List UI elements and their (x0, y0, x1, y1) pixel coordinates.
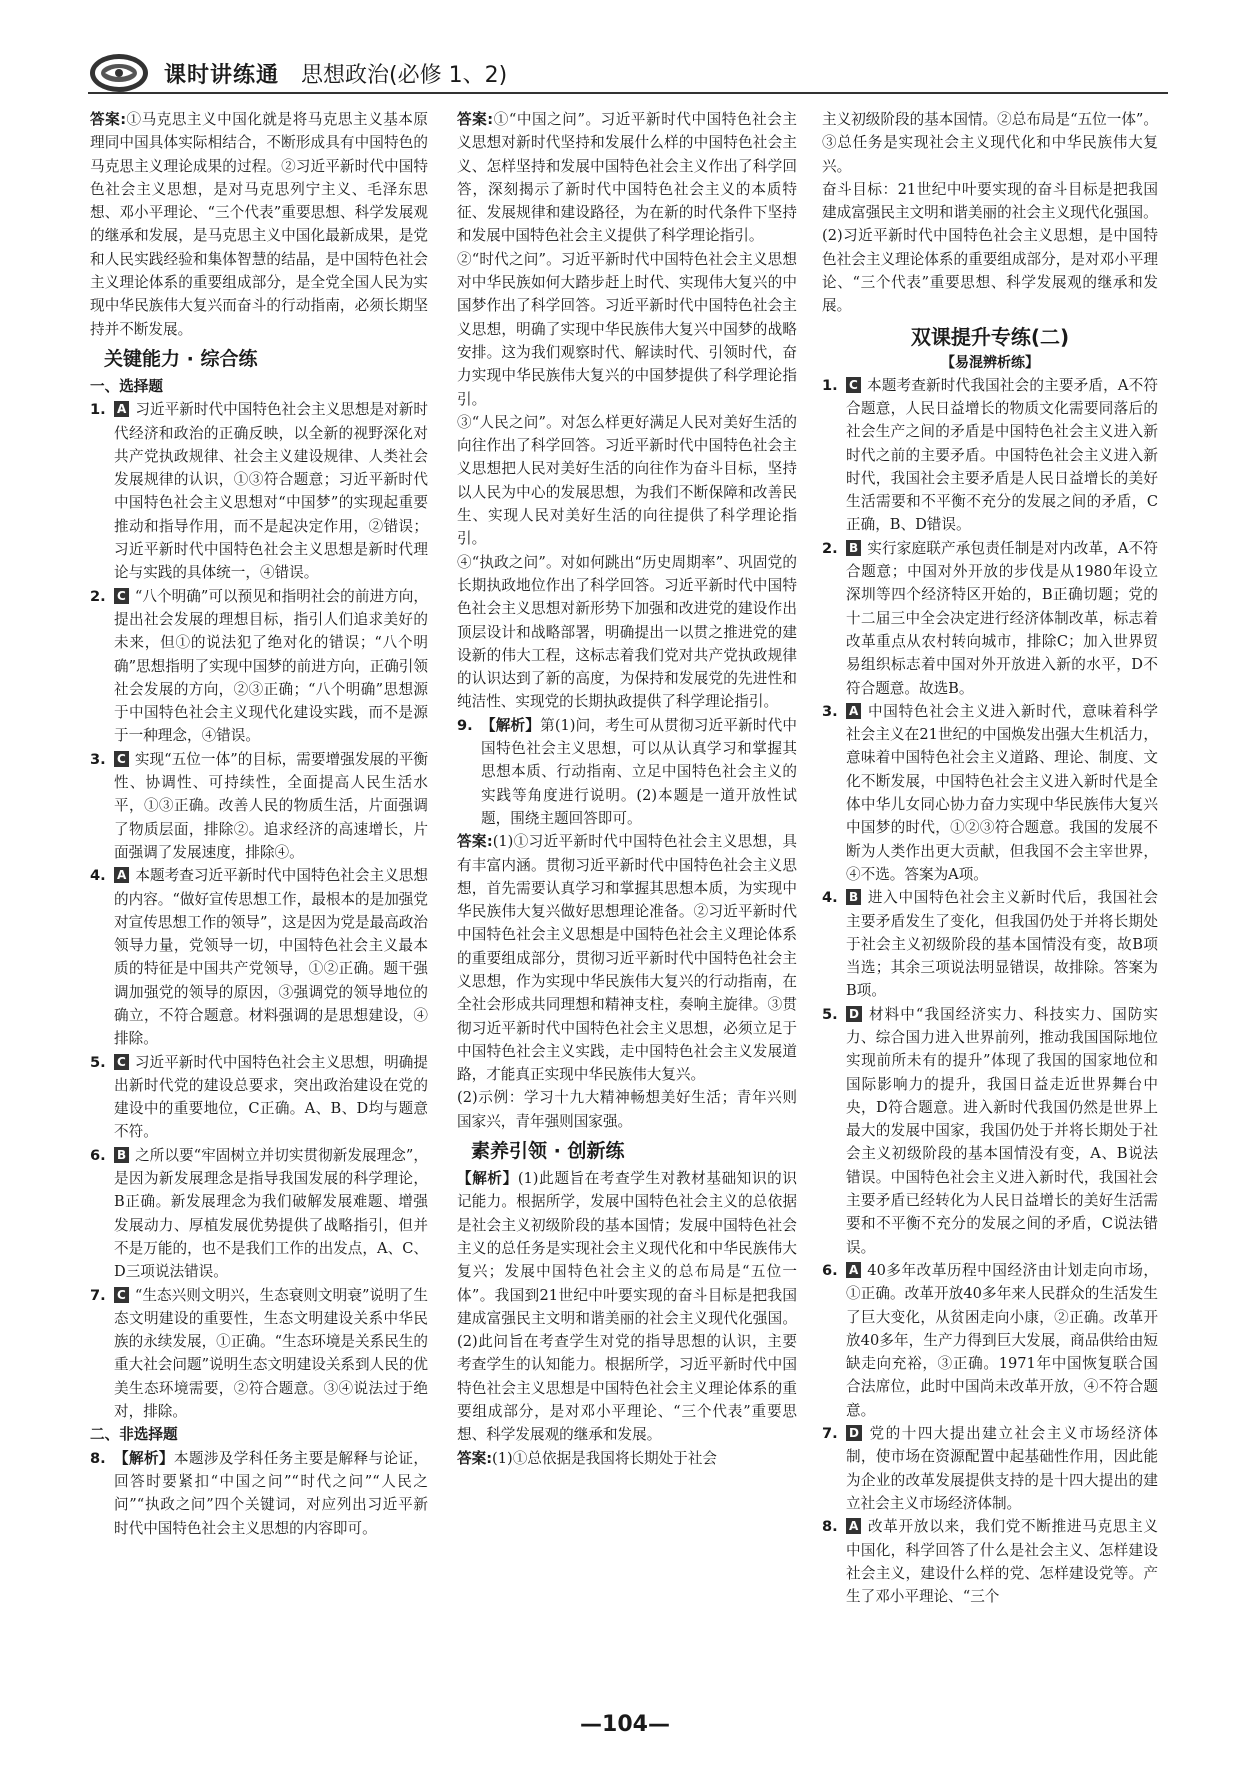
answer-badge: D (846, 1425, 862, 1441)
answer-badge: A (846, 703, 861, 719)
question-list (822, 374, 1158, 1609)
question-list (90, 398, 428, 1423)
answer-badge: B (114, 1147, 129, 1163)
column-right (822, 108, 1158, 1608)
question-item: 5. C 习近平新时代中国特色社会主义思想，明确提出新时代党的建设总要求，突出政治建设在党的建设中的重要地位，C正确。A、B、D均与题意不符。 (90, 1053, 428, 1141)
answer-paragraph: (2)习近平新时代中国特色社会主义思想，是中国特色社会主义理论体系的重要组成部分，是对邓小平理论、“三个代表”重要思想、科学发展观的继承和发展。 (822, 227, 1158, 315)
section-title-double-course: 双课提升专练(二) (910, 324, 1070, 349)
answer-badge: A (114, 867, 129, 883)
question-item-8: 8. 【解析】本题涉及学科任务主要是解释与论证，回答时要紧扣“中国之问”“时代之问”“人民之问”“执政之问”四个关键词，对应列出习近平新时代中国特色社会主义思想的内容即可。 (90, 1449, 428, 1537)
answer-badge: A (846, 1262, 861, 1278)
answer-paragraph: ③“人民之问”。对怎么样更好满足人民对美好生活的向往作出了科学回答。习近平新时代中国特色社会主义思想把人民对美好生活的向往作为奋斗目标，坚持以人民为中心的发展思想，为我们不断保障和改善民生、实现人民对美好生活的向往提供了科学理论指引。 (457, 413, 797, 548)
answer-text: ①马克思主义中国化就是将马克思主义基本原理同中国具体实际相结合，不断形成具有中国特色的马克思主义理论成果的过程。②习近平新时代中国特色社会主义思想，是对马克思列宁主义、毛泽东思想、邓小平理论、“三个代表”重要思想、科学发展观的继承和发展，是马克思主义中国化最新成果，是党和人民实践经验和集体智慧的结晶，是中国特色社会主义理论体系的重要组成部分，是全党全国人民为实现中华民族伟大复兴而奋斗的行动指南，必须长期坚持并不断发展。 (90, 111, 428, 338)
question-item: 2. B 实行家庭联产承包责任制是对内改革，A不符合题意；中国对外开放的步伐是从1980年设立深圳等四个经济特区开始的，B正确切题；党的十二届三中全会决定进行经济体制改革，标志着改革重点从农村转向城市，排除C；加入世界贸易组织标志着中国对外开放进入新的水平，D不符合题意。故选B。 (822, 539, 1158, 697)
question-item: 4. A 本题考查习近平新时代中国特色社会主义思想的内容。“做好宣传思想工作，最根本的是加强党对宣传思想工作的领导”，这是因为党是最高政治领导力量，党领导一切，中国特色社会主义最本质的特征是中国共产党领导，①②正确。题干强调加强党的领导的原因，③强调党的领导地位的确立，不符合题意。材料强调的是思想建设，④排除。 (90, 867, 428, 1048)
answer-badge: C (114, 1287, 129, 1303)
analysis-paragraph: 【解析】(1)此题旨在考查学生对教材基础知识的识记能力。根据所学，发展中国特色社会主义的总依据是社会主义初级阶段的基本国情；发展中国特色社会主义的总任务是实现社会主义现代化和中华民族伟大复兴；发展中国特色社会主义的总布局是“五位一体”。我国到21世纪中叶要实现的奋斗目标是把我国建成富强民主文明和谐美丽的社会主义现代化强国。(2)此问旨在考查学生对党的指导思想的认识，主要考查学生的认知能力。根据所学，习近平新时代中国特色社会主义思想是中国特色社会主义理论体系的重要组成部分，是对邓小平理论、“三个代表”重要思想、科学发展观的继承和发展。 (457, 1170, 797, 1444)
question-item: 6. A 40多年改革历程中国经济由计划走向市场，①正确。改革开放40多年来人民群众的生活发生了巨大变化，从贫困走向小康，②正确。改革开放40多年，生产力得到巨大发展，商品供给由短缺走向充裕，③正确。1971年中国恢复联合国合法席位，此时中国尚未改革开放，④不符合题意。 (822, 1261, 1158, 1419)
answer-badge: C (114, 751, 129, 767)
answer-badge: C (114, 1054, 129, 1070)
column-middle (457, 108, 797, 1470)
subject-title: 思想政治(必修 1、2) (301, 62, 508, 88)
heading-non-multiple-choice: 二、非选择题 (90, 1426, 178, 1444)
answer-paragraph: 答案:(1)①总依据是我国将长期处于社会 (457, 1449, 718, 1467)
question-item: 3. C 实现“五位一体”的目标，需要增强发展的平衡性、协调性、可持续性，全面提高人民生活水平，①③正确。改善人民的物质生活，片面强调了物质层面，排除②。追求经济的高速增长，片面强调了发展速度，排除④。 (90, 750, 428, 861)
question-item: 2. C “八个明确”可以预见和指明社会的前进方向，提出社会发展的理想目标，指引人们追求美好的未来，但①的说法犯了绝对化的错误；“八个明确”思想指明了实现中国梦的前进方向，正确引领社会发展的方向，②③正确；“八个明确”思想源于中国特色社会主义现代化建设实践，而不是源于一种理念，④错误。 (90, 587, 428, 745)
page-number: —104— (580, 1712, 670, 1737)
question-item: 5. D 材料中“我国经济实力、科技实力、国防实力、综合国力进入世界前列，推动我国国际地位实现前所未有的提升”体现了我国的国家地位和国际影响力的提升，我国日益走近世界舞台中央，D符合题意。进入新时代我国仍然是世界上最大的发展中国家，我国仍处于并将长期处于社会主义初级阶段的基本国情没有变，A、B说法错误。中国特色社会主义进入新时代，我国社会主要矛盾已经转化为人民日益增长的美好生活需要和不平衡不充分的发展之间的矛盾，C说法错误。 (822, 1005, 1158, 1256)
question-item: 6. B 之所以要“牢固树立并切实贯彻新发展理念”，是因为新发展理念是指导我国发展的科学理论，B正确。新发展理念为我们破解发展难题、增强发展动力、厚植发展优势提供了战略指引，但并不是万能的，也不是我们工作的出发点，A、C、D三项说法错误。 (90, 1146, 428, 1281)
book-logo-icon (88, 51, 150, 95)
answer-badge: C (114, 588, 129, 604)
answer-badge: B (846, 889, 861, 905)
question-item: 1. A 习近平新时代中国特色社会主义思想是对新时代经济和政治的正确反映，以全新的视野深化对共产党执政规律、社会主义建设规律、人类社会发展规律的认识，①③符合题意；习近平新时代中国特色社会主义思想对“中国梦”的实现起重要推动和指导作用，而不是起决定作用，②错误；习近平新时代中国特色社会主义思想是新时代理论与实践的具体统一，④错误。 (90, 401, 428, 582)
header-divider (88, 92, 1168, 94)
column-left (90, 108, 428, 1540)
question-item: 4. B 进入中国特色社会主义新时代后，我国社会主要矛盾发生了变化，但我国仍处于并将长期处于社会主义初级阶段的基本国情没有变，故B项当选；其余三项说法明显错误，故排除。答案为B项。 (822, 889, 1158, 1000)
series-title: 课时讲练通 (164, 62, 280, 88)
section-title-key-ability: 关键能力 · 综合练 (104, 347, 258, 370)
answer-paragraph: ②“时代之问”。习近平新时代中国特色社会主义思想对中华民族如何大踏步赶上时代、实现伟大复兴的中国梦作出了科学回答。习近平新时代中国特色社会主义思想，明确了实现中华民族伟大复兴中国梦的战略安排。这为我们观察时代、解读时代、引领时代，奋力实现中华民族伟大复兴的中国梦提供了科学理论指引。 (457, 250, 797, 408)
answer-label: 答案: (90, 111, 127, 128)
answer-paragraph: 答案:①“中国之问”。习近平新时代中国特色社会主义思想对新时代坚持和发展什么样的中国特色社会主义、怎样坚持和发展中国特色社会主义作出了科学回答，深刻揭示了新时代中国特色社会主义的本质特征、发展规律和建设路径，为在新的时代条件下坚持和发展中国特色社会主义提供了科学理论指引。 (457, 111, 797, 245)
answer-paragraph: (2)示例：学习十九大精神畅想美好生活；青年兴则国家兴，青年强则国家强。 (457, 1089, 797, 1130)
answer-badge: D (846, 1006, 862, 1022)
question-item: 1. C 本题考查新时代我国社会的主要矛盾，A不符合题意，人民日益增长的物质文化需要同落后的社会生产之间的矛盾是中国特色社会主义进入新时代之前的主要矛盾。中国特色社会主义进入新时代，我国社会主要矛盾是人民日益增长的美好生活需要和不平衡不充分的发展之间的矛盾，C正确，B、D错误。 (822, 376, 1158, 534)
answer-paragraph: 主义初级阶段的基本国情。②总布局是“五位一体”。③总任务是实现社会主义现代化和中华民族伟大复兴。 (822, 111, 1158, 175)
intro-answer (90, 108, 428, 341)
question-item-9: 9. 【解析】第(1)问，考生可从贯彻习近平新时代中国特色社会主义思想，可以从认真学习和掌握其思想本质、行动指南、立足中国特色社会主义的实践等角度进行说明。(2)本题是一道开放性试题，围绕主题回答即可。 (457, 716, 797, 827)
answer-badge: C (846, 377, 861, 393)
section-title-literacy: 素养引领 · 创新练 (471, 1140, 625, 1163)
answer-badge: A (114, 401, 129, 417)
question-item: 7. D 党的十四大提出建立社会主义市场经济体制，使市场在资源配置中起基础性作用，因此能为企业的改革发展提供支持的是十四大提出的建立社会主义市场经济体制。 (822, 1425, 1158, 1512)
question-item: 7. C “生态兴则文明兴，生态衰则文明衰”说明了生态文明建设的重要性，生态文明建设关系中华民族的永续发展，①正确。“生态环境是关系民生的重大社会问题”说明生态文明建设关系到人民的优美生态环境需要，②符合题意。③④说法过于绝对，排除。 (90, 1286, 428, 1421)
answer-paragraph: 奋斗目标：21世纪中叶要实现的奋斗目标是把我国建成富强民主文明和谐美丽的社会主义现代化强国。 (822, 180, 1158, 222)
answer-paragraph: 答案:(1)①习近平新时代中国特色社会主义思想，具有丰富内涵。贯彻习近平新时代中国特色社会主义思想，首先需要认真学习和掌握其思想本质，为实现中华民族伟大复兴做好思想理论准备。②习近平新时代中国特色社会主义思想是中国特色社会主义理论体系的重要组成部分，贯彻习近平新时代中国特色社会主义思想，作为实现中华民族伟大复兴的行动指南，在全社会形成共同理想和精神支柱，奏响主旋律。③贯彻习近平新时代中国特色社会主义思想，必须立足于中国特色社会主义实践，走中国特色社会主义发展道路，才能真正实现中华民族伟大复兴。 (457, 833, 797, 1084)
answer-badge: A (846, 1518, 861, 1534)
question-item: 3. A 中国特色社会主义进入新时代，意味着科学社会主义在21世纪的中国焕发出强大生机活力，意味着中国特色社会主义道路、理论、制度、文化不断发展，中国特色社会主义进入新时代是全体中华儿女同心协力奋力实现中华民族伟大复兴中国梦的时代，①②③符合题意。我国的发展不断为人类作出更大贡献，但我国不会主宰世界，④不选。答案为A项。 (822, 702, 1158, 883)
page-header (88, 48, 1168, 98)
question-item: 8. A 改革开放以来，我们党不断推进马克思主义中国化，科学回答了什么是社会主义、怎样建设社会主义，建设什么样的党、怎样建设党等。产生了邓小平理论、“三个 (822, 1518, 1158, 1606)
answer-badge: B (846, 540, 861, 556)
answer-paragraph: ④“执政之问”。对如何跳出“历史周期率”、巩固党的长期执政地位作出了科学回答。习近平新时代中国特色社会主义思想对新形势下加强和改进党的建设作出顶层设计和战略部署，明确提出一以贯之推进党的建设新的伟大工程，这标志着我们党对共产党执政规律的认识达到了新的高度，为保持和发展党的先进性和纯洁性、实现党的长期执政提供了科学理论指引。 (457, 553, 797, 711)
heading-multiple-choice: 一、选择题 (90, 377, 163, 395)
subsection-title: 【易混辨析练】 (941, 354, 1039, 371)
